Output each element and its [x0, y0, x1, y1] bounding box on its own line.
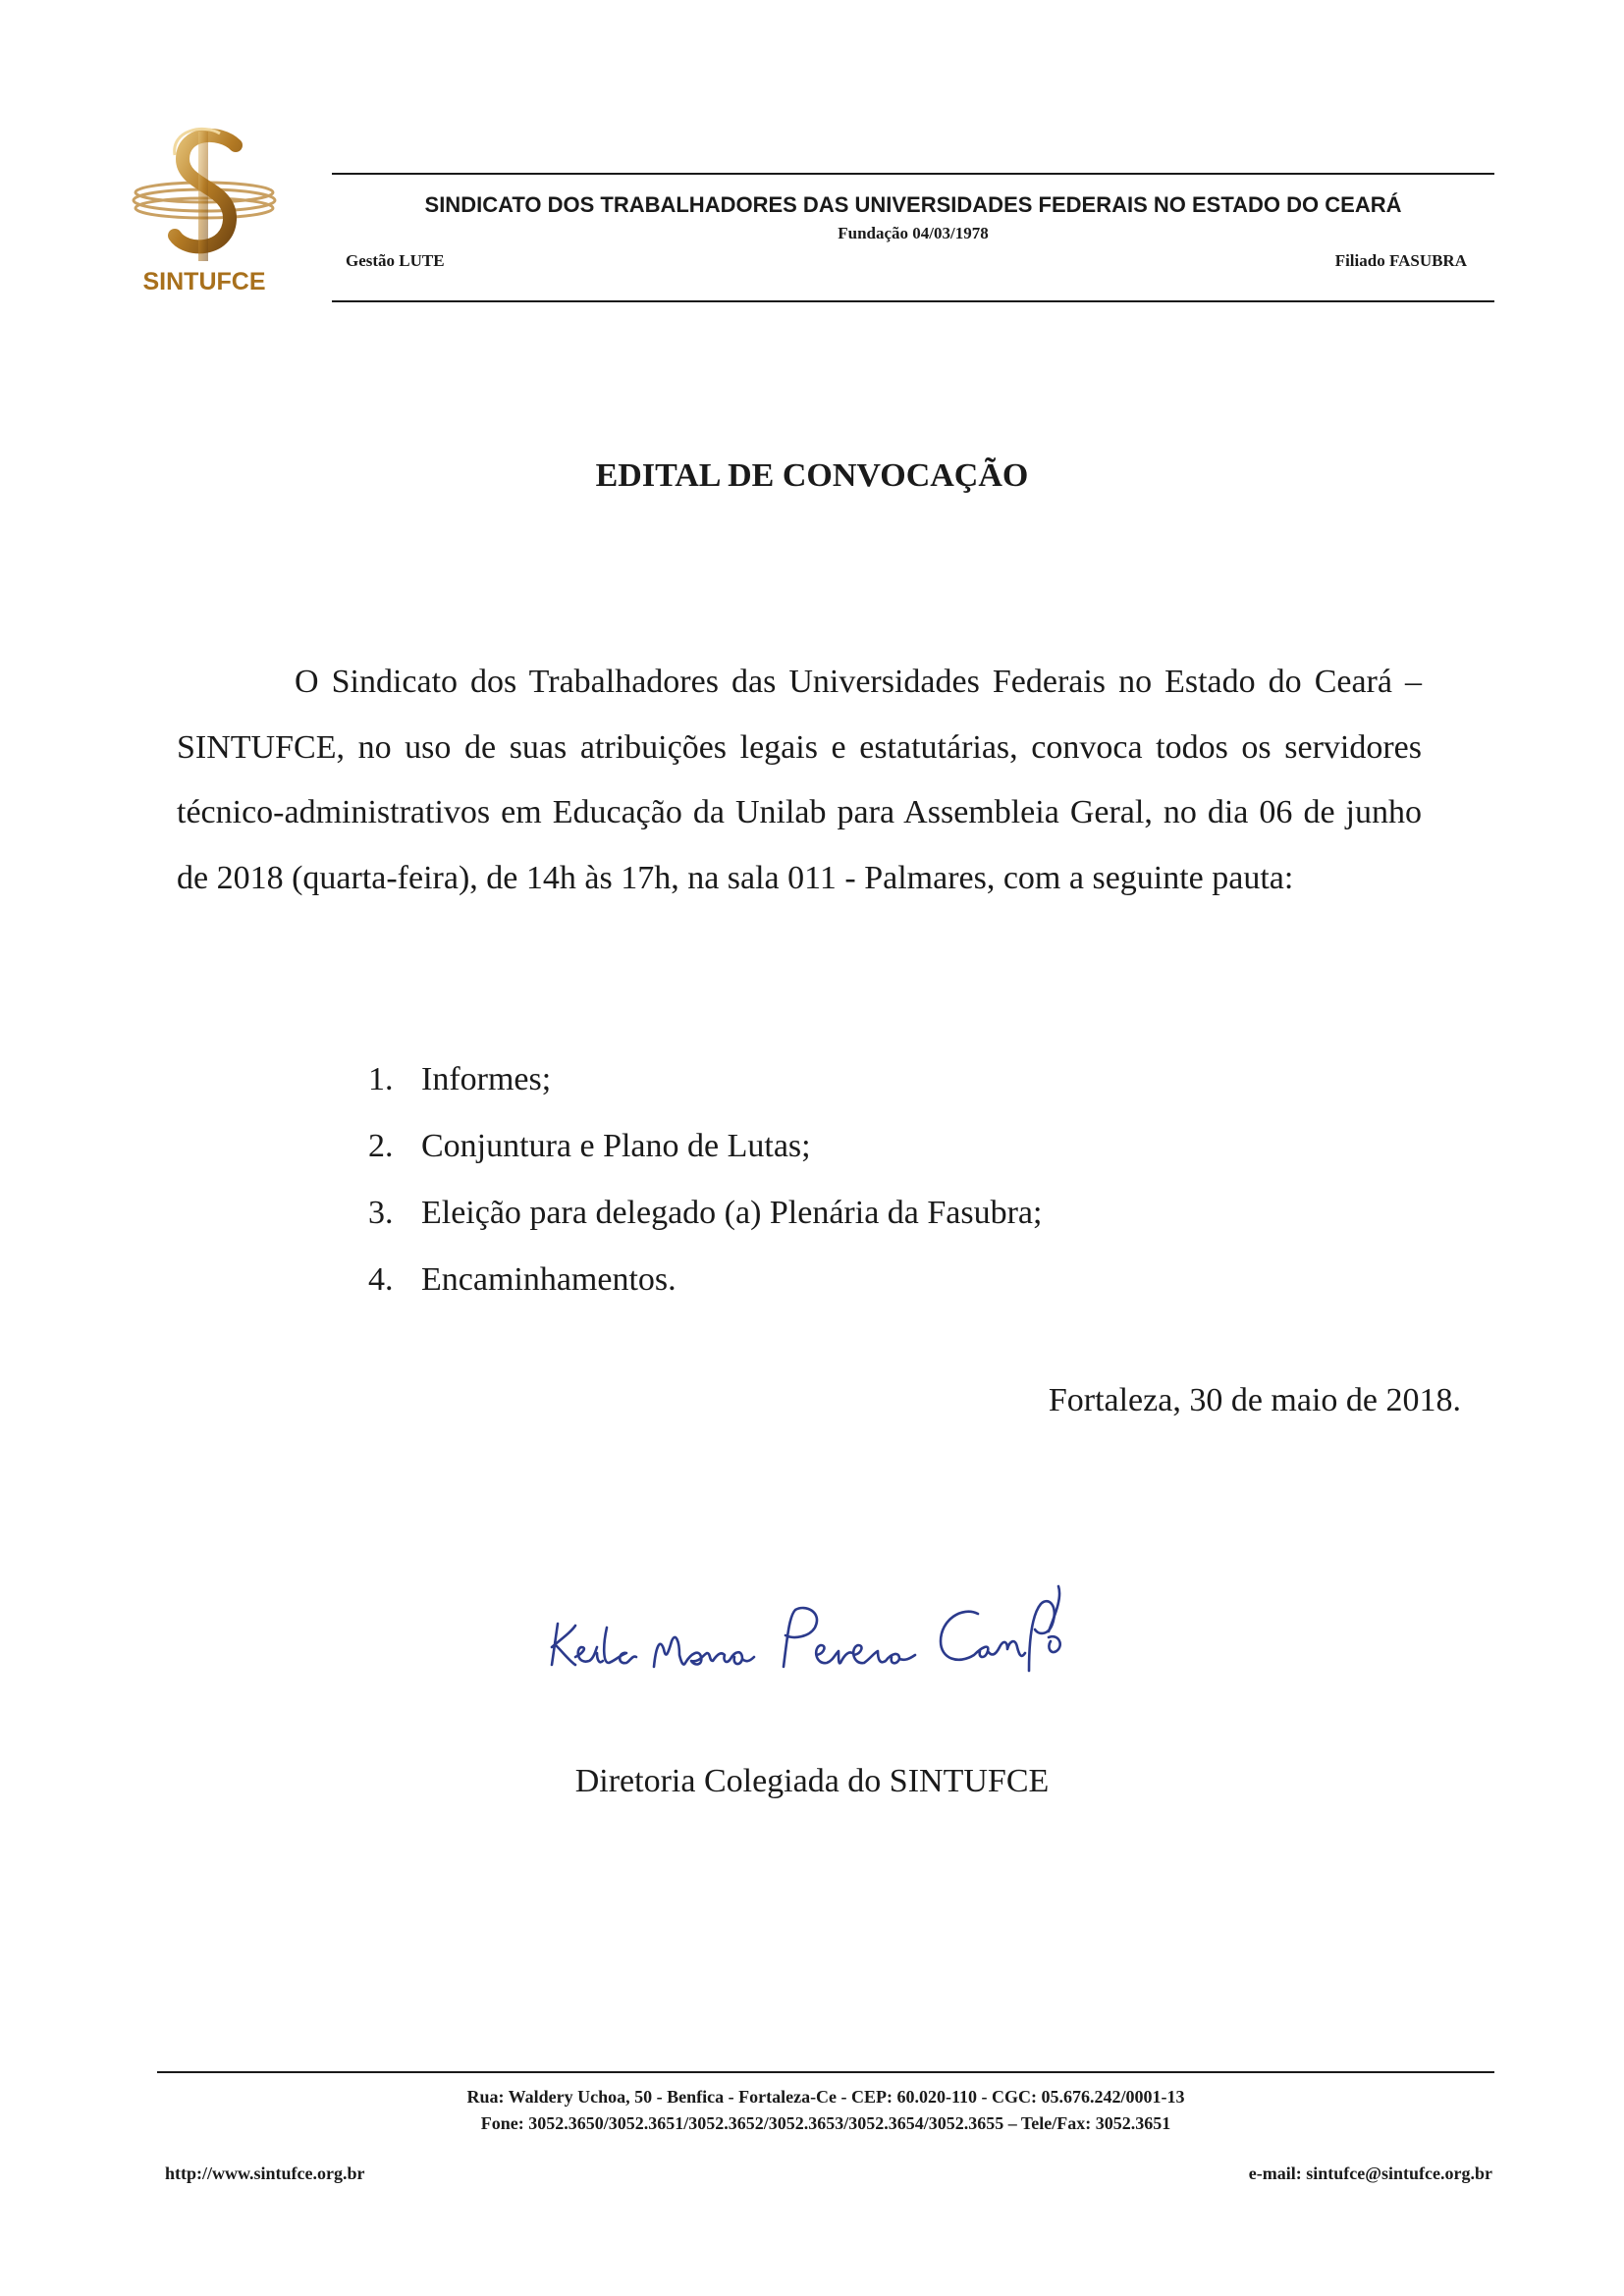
agenda-item	[368, 1180, 1042, 1247]
handwritten-signature	[538, 1576, 1068, 1689]
footer-address: Rua: Waldery Uchoa, 50 - Benfica - Fortaleza-Ce - CEP: 60.020-110 - CGC: 05.676.242/0001-13	[466, 2087, 1185, 2107]
agenda-item-number: 2.	[368, 1128, 394, 1164]
agenda-item-text: Informes;	[421, 1061, 552, 1097]
website-link[interactable]: http://www.sintufce.org.br	[165, 2163, 365, 2183]
agenda-item-number: 3.	[368, 1195, 394, 1231]
footer-phones: Fone: 3052.3650/3052.3651/3052.3652/3052.3653/3052.3654/3052.3655 – Tele/Fax: 3052.3651	[480, 2113, 1171, 2133]
affiliation-label: Filiado FASUBRA	[1334, 251, 1467, 270]
agenda-item-text: Encaminhamentos.	[421, 1261, 677, 1298]
header-bottom-rule	[332, 300, 1494, 302]
foundation-date: Fundação 04/03/1978	[838, 224, 989, 242]
agenda-item-text: Eleição para delegado (a) Plenária da Fasubra;	[421, 1195, 1043, 1231]
agenda-item	[368, 1046, 1042, 1113]
sintufce-emblem-icon	[126, 126, 283, 268]
sintufce-logo	[126, 126, 283, 302]
document-title: EDITAL DE CONVOCAÇÃO	[595, 457, 1029, 494]
logo-wordmark: SINTUFCE	[142, 268, 266, 295]
convocation-paragraph: O Sindicato dos Trabalhadores das Universidades Federais no Estado do Ceará – SINTUFCE, no uso de suas atribuições legais e estatutárias, convoca todos os servidores técnico-administrativos em Educação da Unilab para Assembleia Geral, no dia 06 de junho de 2018 (quarta-feira), de 14h às 17h, na sala 011 - Palmares, com a seguinte pauta:	[177, 664, 1422, 896]
agenda-item-text: Conjuntura e Plano de Lutas;	[421, 1128, 811, 1164]
email-link[interactable]: e-mail: sintufce@sintufce.org.br	[1248, 2163, 1492, 2183]
place-and-date: Fortaleza, 30 de maio de 2018.	[1048, 1382, 1461, 1418]
union-name: SINDICATO DOS TRABALHADORES DAS UNIVERSIDADES FEDERAIS NO ESTADO DO CEARÁ	[424, 192, 1402, 217]
management-label: Gestão LUTE	[346, 251, 445, 270]
agenda-list	[368, 1046, 1042, 1313]
agenda-item	[368, 1113, 1042, 1180]
agenda-item-number: 1.	[368, 1061, 394, 1097]
agenda-item	[368, 1247, 1042, 1313]
agenda-item-number: 4.	[368, 1261, 394, 1298]
signatory-name: Diretoria Colegiada do SINTUFCE	[574, 1763, 1050, 1799]
footer-rule	[157, 2071, 1494, 2073]
header-top-rule	[332, 173, 1494, 175]
